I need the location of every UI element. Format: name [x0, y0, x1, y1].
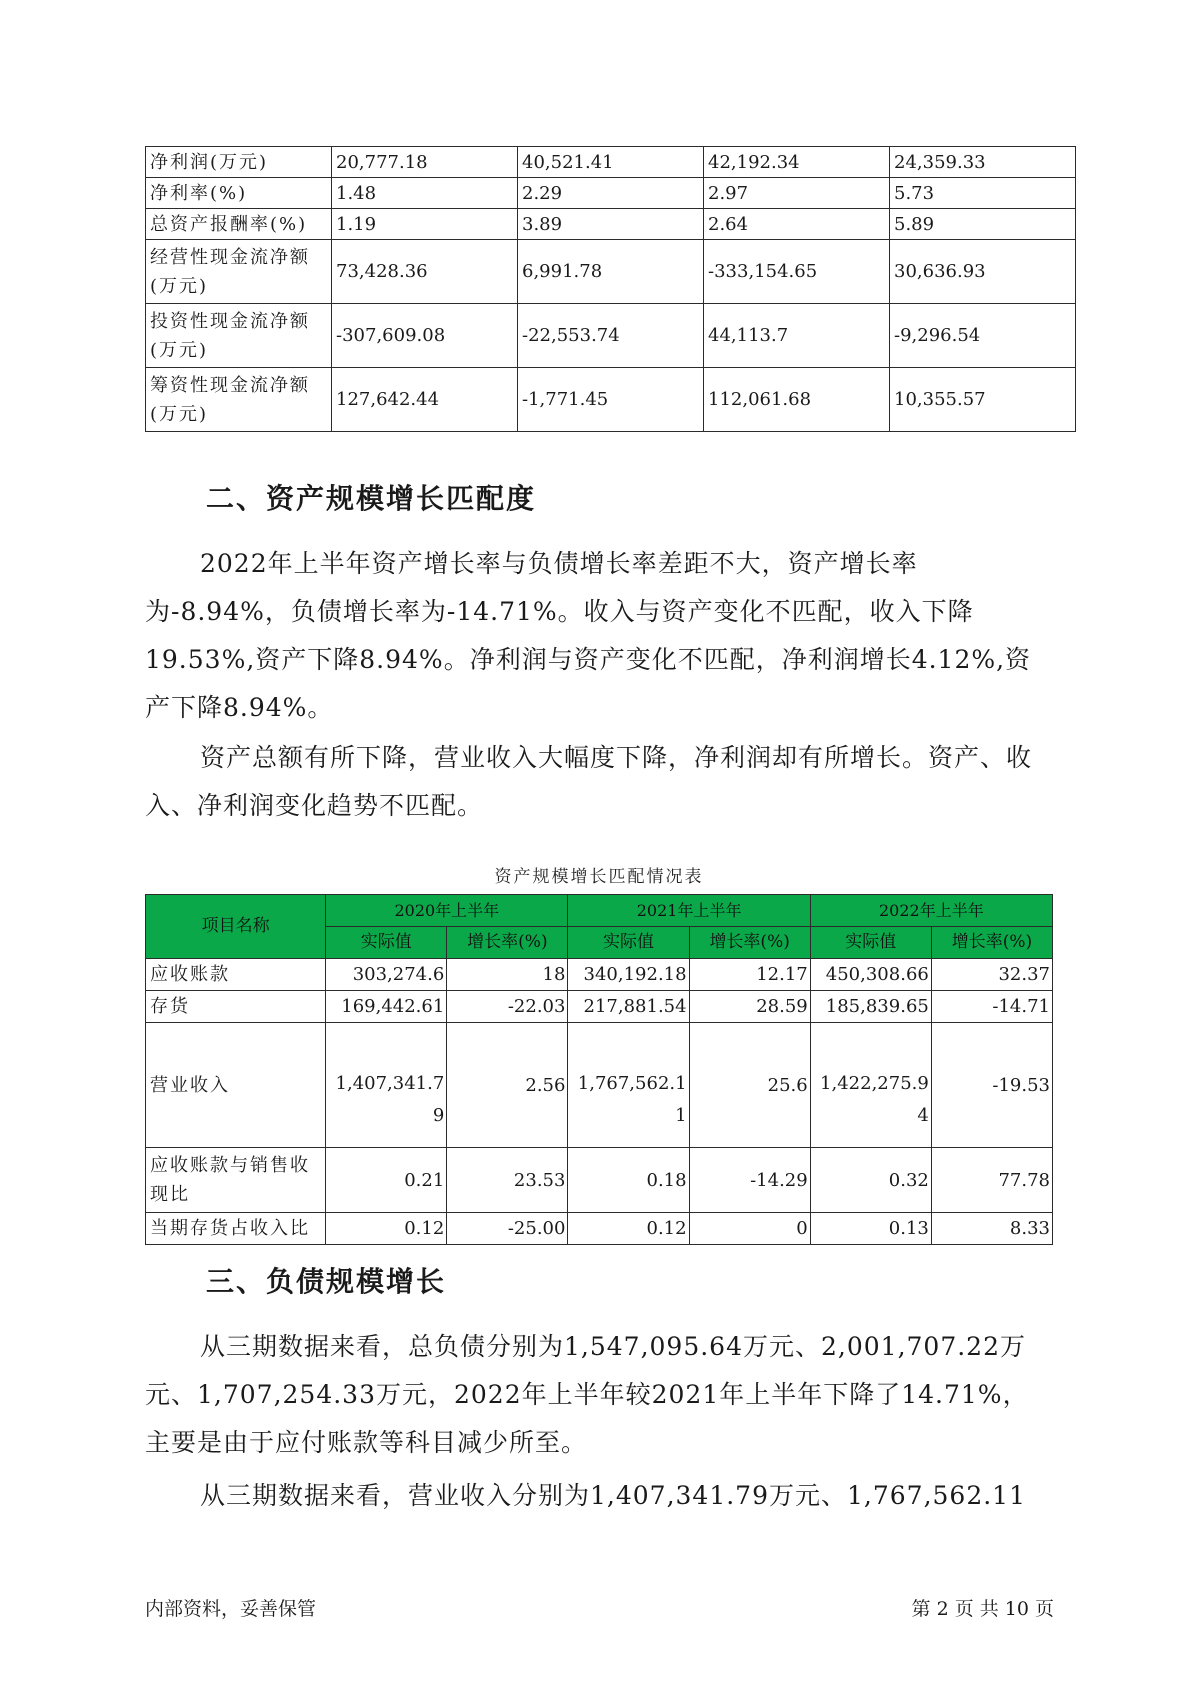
table-row	[146, 240, 1076, 304]
cell: 25.6	[689, 1023, 810, 1148]
row-label: 净利率(%)	[146, 178, 332, 209]
row-label: 经营性现金流净额(万元)	[146, 240, 332, 304]
row-label: 应收账款	[146, 959, 326, 991]
table-row	[146, 1023, 1053, 1148]
row-label: 营业收入	[146, 1023, 326, 1148]
cell: 24,359.33	[890, 147, 1076, 178]
cell: -307,609.08	[332, 304, 518, 368]
cell: 42,192.34	[704, 147, 890, 178]
cell: -22,553.74	[518, 304, 704, 368]
header-actual: 实际值	[326, 927, 447, 959]
cell: 28.59	[689, 991, 810, 1023]
header-growth: 增长率(%)	[931, 927, 1052, 959]
cell: 10,355.57	[890, 368, 1076, 432]
cell: 0.13	[810, 1213, 931, 1245]
cell: 30,636.93	[890, 240, 1076, 304]
financial-summary-table	[145, 146, 1076, 432]
cell: 3.89	[518, 209, 704, 240]
cell: -1,771.45	[518, 368, 704, 432]
cell: 2.97	[704, 178, 890, 209]
cell: 5.89	[890, 209, 1076, 240]
cell: 340,192.18	[568, 959, 689, 991]
cell: 0.18	[568, 1148, 689, 1213]
header-period: 2022年上半年	[810, 895, 1052, 927]
cell: 8.33	[931, 1213, 1052, 1245]
cell: -14.71	[931, 991, 1052, 1023]
cell: 2.29	[518, 178, 704, 209]
cell: 6,991.78	[518, 240, 704, 304]
section-heading: 二、资产规模增长匹配度	[206, 482, 537, 515]
header-growth: 增长率(%)	[689, 927, 810, 959]
cell: 0	[689, 1213, 810, 1245]
cell: 40,521.41	[518, 147, 704, 178]
header-period: 2021年上半年	[568, 895, 810, 927]
paragraph: 资产总额有所下降，营业收入大幅度下降，净利润却有所增长。资产、收入、净利润变化趋势不匹配。	[145, 743, 1033, 820]
cell: 44,113.7	[704, 304, 890, 368]
header-period: 2020年上半年	[326, 895, 568, 927]
table-row	[146, 1213, 1053, 1245]
row-label: 存货	[146, 991, 326, 1023]
cell: 73,428.36	[332, 240, 518, 304]
table-row	[146, 1148, 1053, 1213]
cell: 18	[447, 959, 568, 991]
cell: -25.00	[447, 1213, 568, 1245]
header-growth: 增长率(%)	[447, 927, 568, 959]
header-item-name: 项目名称	[146, 895, 326, 959]
row-label: 当期存货占收入比	[146, 1213, 326, 1245]
table-row	[146, 959, 1053, 991]
cell: 2.64	[704, 209, 890, 240]
table-row	[146, 368, 1076, 432]
footer-confidential-note: 内部资料，妥善保管	[145, 1598, 317, 1620]
cell: 23.53	[447, 1148, 568, 1213]
table-row	[146, 209, 1076, 240]
cell: 77.78	[931, 1148, 1052, 1213]
table-row	[146, 178, 1076, 209]
cell: 1.48	[332, 178, 518, 209]
cell: 217,881.54	[568, 991, 689, 1023]
cell: 2.56	[447, 1023, 568, 1148]
row-label: 净利润(万元)	[146, 147, 332, 178]
cell: 32.37	[931, 959, 1052, 991]
table-row	[146, 304, 1076, 368]
cell: 1,767,562.11	[568, 1023, 689, 1148]
section-heading: 三、负债规模增长	[206, 1265, 447, 1298]
row-label: 筹资性现金流净额(万元)	[146, 368, 332, 432]
cell: 12.17	[689, 959, 810, 991]
cell: -9,296.54	[890, 304, 1076, 368]
cell: 5.73	[890, 178, 1076, 209]
cell: 20,777.18	[332, 147, 518, 178]
row-label: 应收账款与销售收现比	[146, 1148, 326, 1213]
cell: 1,422,275.94	[810, 1023, 931, 1148]
cell: 185,839.65	[810, 991, 931, 1023]
asset-growth-match-table	[145, 894, 1053, 1245]
paragraph: 从三期数据来看，总负债分别为1,547,095.64万元、2,001,707.22万元、1,707,254.33万元，2022年上半年较2021年上半年下降了14.71%，主要是由于应付账款等科目减少所至。	[145, 1332, 1029, 1457]
cell: 0.21	[326, 1148, 447, 1213]
cell: 0.32	[810, 1148, 931, 1213]
paragraph: 2022年上半年资产增长率与负债增长率差距不大，资产增长率为-8.94%，负债增长率为-14.71%。收入与资产变化不匹配，收入下降19.53%,资产下降8.94%。净利润与资产变化不匹配，净利润增长4.12%,资产下降8.94%。	[145, 549, 1032, 722]
cell: 1.19	[332, 209, 518, 240]
cell: 0.12	[568, 1213, 689, 1245]
header-actual: 实际值	[568, 927, 689, 959]
table-caption: 资产规模增长匹配情况表	[494, 867, 704, 887]
cell: 1,407,341.79	[326, 1023, 447, 1148]
row-label: 投资性现金流净额(万元)	[146, 304, 332, 368]
header-actual: 实际值	[810, 927, 931, 959]
row-label: 总资产报酬率(%)	[146, 209, 332, 240]
table-row	[146, 147, 1076, 178]
cell: -333,154.65	[704, 240, 890, 304]
cell: 450,308.66	[810, 959, 931, 991]
cell: 169,442.61	[326, 991, 447, 1023]
page-number: 第 2 页 共 10 页	[911, 1598, 1054, 1620]
table-row	[146, 991, 1053, 1023]
cell: 0.12	[326, 1213, 447, 1245]
cell: 127,642.44	[332, 368, 518, 432]
cell: -22.03	[447, 991, 568, 1023]
paragraph: 从三期数据来看，营业收入分别为1,407,341.79万元、1,767,562.11	[200, 1481, 1026, 1510]
cell: -14.29	[689, 1148, 810, 1213]
cell: 112,061.68	[704, 368, 890, 432]
cell: -19.53	[931, 1023, 1052, 1148]
cell: 303,274.6	[326, 959, 447, 991]
table-header-row	[146, 895, 1053, 927]
